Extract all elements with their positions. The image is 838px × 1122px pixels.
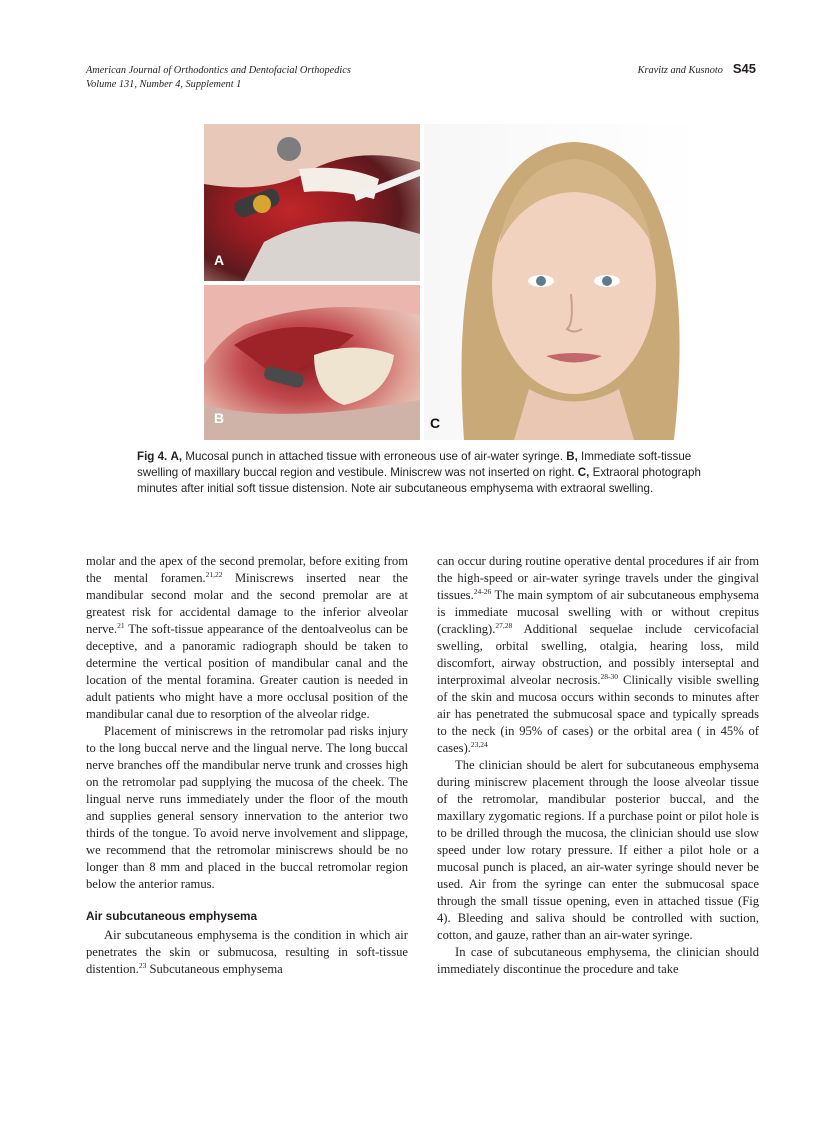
caption-b-text: Immediate soft-tissue swelling of maxillary buccal region and vestibule. Miniscrew was not inserted on right. — [137, 450, 692, 480]
caption-c-label: C, — [577, 466, 590, 480]
caption-c-text: Extraoral photograph minutes after initial soft tissue distension. Note air subcutaneous emphysema with extraoral swelling. — [137, 466, 701, 496]
text-run: Subcutaneous emphysema — [146, 962, 283, 976]
figure-4 — [204, 124, 704, 440]
paragraph: In case of subcutaneous emphysema, the clinician should immediately discontinue the procedure and take — [437, 945, 759, 976]
citation-ref: 21,22 — [205, 570, 223, 579]
journal-volume: Volume 131, Number 4, Supplement 1 — [86, 79, 242, 90]
paragraph — [86, 927, 408, 978]
paragraph: The clinician should be alert for subcutaneous emphysema during miniscrew placement through the loose alveolar tissue of the retromolar, mandibular posterior buccal, and the maxillary zygomatic regions. If a purchase point or pilot hole is to be drilled through the mucosa, the clinician should use slow speed under low rotary pressure. If either a pilot hole or a mucosal punch is placed, an air-water syringe should never be used. Air from the syringe can enter the submucosal space through the small tissue opening, even in attached tissue (Fig 4). Bleeding and saliva should be controlled with suction, cotton, and gauze, rather than an air-water syringe. — [437, 758, 759, 942]
caption-a-label: A, — [170, 450, 183, 463]
photo-panel-c — [424, 124, 704, 440]
photo-panel-a — [204, 124, 420, 281]
citation-ref: 21 — [117, 621, 125, 630]
running-header-page — [638, 61, 756, 76]
panel-label-b: B — [214, 410, 225, 426]
paragraph — [86, 553, 408, 723]
citation-ref: 23,24 — [470, 740, 488, 749]
photo-panel-b — [204, 285, 420, 440]
caption-fig-label: Fig 4. — [137, 450, 168, 463]
left-column — [86, 553, 408, 978]
citation-ref: 27,28 — [495, 621, 513, 630]
extraoral-portrait-photo — [424, 124, 704, 440]
paragraph — [437, 553, 759, 757]
text-run: The soft-tissue appearance of the dentoalveolus can be deceptive, and a panoramic radiograph should be taken to determine the vertical position of mandibular canal and the location of the mental foramina. Greater caution is needed in adult patients who might have a more occlusal position of the mandibular canal due to resorption of the alveolar ridge. — [86, 622, 408, 721]
citation-ref: 23 — [138, 961, 147, 970]
panel-label-a: A — [214, 252, 225, 268]
figure-caption — [137, 449, 717, 498]
intraoral-photo-a — [204, 124, 420, 281]
section-heading: Air subcutaneous emphysema — [86, 909, 258, 923]
citation-ref: 24-26 — [473, 587, 492, 596]
text-run: molar and the apex of the second premolar, before exiting from the mental foramen. — [86, 554, 408, 585]
caption-a-text: Mucosal punch in attached tissue with erroneous use of air-water syringe. — [185, 450, 563, 463]
text-run: Clinically visible swelling of the skin and mucosa occurs within seconds to minutes after air has penetrated the submucosal space and typically spreads to the neck (in 95% of cases) or the orbital area ( in 45% of cases). — [437, 673, 759, 755]
text-run: The main symptom of air subcutaneous emphysema is immediate mucosal swelling with or without crepitus (crackling). — [437, 588, 759, 636]
text-run: Air subcutaneous emphysema is the condition in which air penetrates the skin or submucosa, resulting in soft-tissue distention. — [86, 928, 408, 976]
caption-b-label: B, — [566, 450, 578, 463]
text-run: Additional sequelae include cervicofacial swelling, orbital swelling, otalgia, hearing loss, mild discomfort, airway obstruction, and possibly interseptal and interproximal alveolar necrosis. — [437, 622, 759, 687]
text-run: can occur during routine operative dental procedures if air from the high-speed or air-water syringe travels under the gingival tissues. — [437, 554, 759, 602]
header-authors: Kravitz and Kusnoto — [637, 65, 723, 76]
running-header-journal — [86, 64, 506, 92]
panel-label-c: C — [430, 415, 441, 431]
journal-title: American Journal of Orthodontics and Dentofacial Orthopedics — [86, 65, 351, 76]
citation-ref: 28-30 — [600, 672, 619, 681]
page-number: S45 — [732, 61, 756, 76]
paragraph: Placement of miniscrews in the retromolar pad risks injury to the long buccal nerve and the lingual nerve. The long buccal nerve branches off the mandibular nerve trunk and crosses high on the retromolar pad supplying the mucosa of the cheek. The lingual nerve runs immediately under the floor of the mouth and supplies general sensory innervation to the anterior two thirds of the tongue. To avoid nerve involvement and slippage, we recommend that the retromolar miniscrews should be no longer than 8 mm and placed in the buccal retromolar region below the anterior ramus. — [86, 724, 408, 891]
right-column — [437, 553, 759, 978]
intraoral-photo-b — [204, 285, 420, 440]
text-run: Miniscrews inserted near the mandibular second molar and the second premolar are at greatest risk for accidental damage to the inferior alveolar nerve. — [86, 571, 408, 636]
